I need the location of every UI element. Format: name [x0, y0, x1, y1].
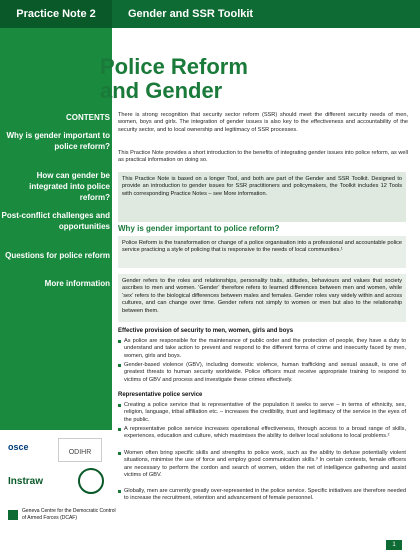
odihr-logo: ODIHR: [58, 438, 102, 462]
instraw-logo: Instraw: [8, 476, 44, 487]
osce-logo: osce: [8, 442, 29, 452]
toolkit-title: Gender and SSR Toolkit: [128, 8, 254, 20]
page-title: Police Reform and Gender: [100, 54, 248, 103]
toc-item-why-gender[interactable]: Why is gender important to police reform?: [6, 131, 110, 151]
bullet-representative-service: Creating a police service that is representative of the population it seeks to serve – in terms of ethnicity, sex, religion, language, tribal affiliation etc. – increases the credibility, trust and legitimacy of the service in the eyes of the public.: [124, 402, 406, 423]
bullet-operational-effectiveness: A representative police service increases operational effectiveness, through access to a broad range of skills, experiences, education and culture, which maximises the ability to deliver local solutions to local problems.²: [124, 426, 406, 440]
subheading-effective-provision: Effective provision of security to men, women, girls and boys: [118, 328, 294, 334]
toc-item-post-conflict[interactable]: Post-conflict challenges and opportunities: [1, 211, 110, 231]
bullet-police-duty: As police are responsible for the maintenance of public order and the protection of people, they have a duty to understand and take action to prevent and respond to the different forms of crime and insecurity faced by men, women, girls and boys.: [124, 338, 406, 359]
header-bar: [0, 0, 420, 28]
intro-paragraph-2: This Practice Note provides a short introduction to the benefits of integrating gender issues into police reform, as well as practical information on doing so.: [118, 150, 408, 164]
toc-heading: CONTENTS: [66, 113, 110, 122]
bullet-men-overrepresented: Globally, men are currently greatly over-represented in the police service. Specific initiatives are therefore needed to increase the recruitment, retention and advancement of female personnel.: [124, 488, 406, 502]
toolkit-info-box: This Practice Note is based on a longer Tool, and both are part of the Gender and SSR Toolkit. Designed to provide an introduction to gender issues for SSR practitioners and policymakers, the Toolkit includes 12 Tools with corresponding Practice Notes – see More information.: [118, 172, 406, 222]
intro-paragraph-1: There is strong recognition that security sector reform (SSR) should meet the different security needs of men, women, boys and girls. The integration of gender issues is also key to the effectiveness and accountability of the security sector, and to local ownership and legitimacy of SSR processes.: [118, 112, 408, 133]
toc-item-questions[interactable]: Questions for police reform: [5, 251, 110, 260]
subheading-representative: Representative police service: [118, 392, 203, 398]
section-heading: Why is gender important to police reform?: [118, 224, 280, 233]
gender-definition: Gender refers to the roles and relationships, personality traits, attitudes, behaviours and values that society ascribes to men and women. ‘Gender’ therefore refers to learned differences between men and women, while ‘sex’ refers to the biological differences between males and females. Gender roles vary widely within and across cultures, and can change over time. Gender refers not simply to women or men but also to the relationship between them.: [118, 274, 406, 322]
practice-note-label: Practice Note 2: [0, 0, 112, 28]
un-emblem-icon: [78, 468, 104, 494]
page-number: 1: [386, 540, 402, 550]
bullet-women-skills: Women often bring specific skills and strengths to police work, such as the ability to defuse potentially violent situations, minimise the use of force and employ good communication skills.³ In certain contexts, female officers are necessary to perform the cordon and search of women, widen the net of intelligence gathering and assist victims of GBV.: [124, 450, 406, 479]
dcaf-name: Geneva Centre for the Democratic Control of Armed Forces (DCAF): [22, 508, 116, 521]
police-reform-definition: Police Reform is the transformation or change of a police organisation into a professional and accountable police service practicing a style of policing that is responsive to the needs of local communities.¹: [118, 236, 406, 268]
toc-item-more-info[interactable]: More information: [44, 279, 110, 288]
toc-item-how-integrate[interactable]: How can gender be integrated into police reform?: [29, 171, 110, 202]
bullet-gbv: Gender-based violence (GBV), including domestic violence, human trafficking and sexual assault, is one of greatest threats to human security worldwide. Police officers must receive appropriate training to respond to victims of GBV and process and investigate these crimes effectively.: [124, 362, 406, 383]
